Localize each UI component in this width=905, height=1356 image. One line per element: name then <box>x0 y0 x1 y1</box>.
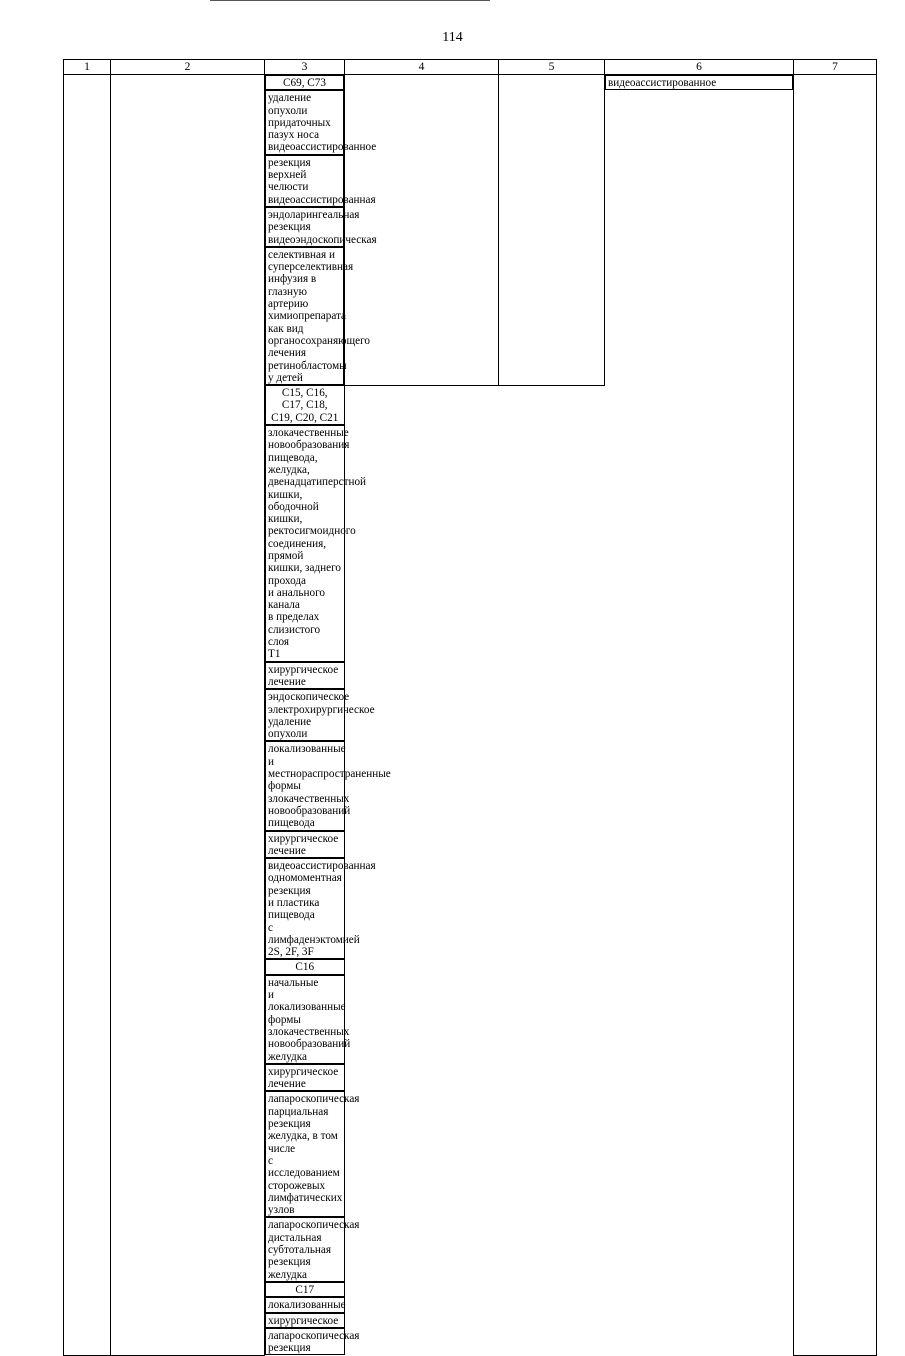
header-cell-6: 6 <box>605 60 794 75</box>
treatment-cell: хирургическое <box>265 1313 345 1328</box>
header-cell-1: 1 <box>64 60 111 75</box>
method-cell: удаление опухоли придаточных пазух носа видеоассистированное <box>265 90 344 154</box>
header-cell-4: 4 <box>345 60 499 75</box>
icd-codes-cell: C16 <box>265 959 345 974</box>
icd-codes-cell: C69, C73 <box>265 75 344 90</box>
table-row <box>64 75 877 91</box>
header-row <box>64 60 877 75</box>
top-rule <box>210 0 490 1</box>
method-cell: видеоассистированная одномоментная резекция и пластика пищевода с лимфаденэктомией 2S, 2F, 3F <box>265 858 345 959</box>
col1-cell <box>64 75 111 1356</box>
procedures-table <box>63 59 877 1356</box>
treatment-cell <box>499 75 605 386</box>
method-cell: видеоассистированное <box>605 75 793 90</box>
treatment-cell: хирургическое лечение <box>265 1064 345 1092</box>
method-cell: лапароскопическая резекция <box>265 1328 345 1356</box>
method-cell: эндоларингеальная резекция видеоэндоскопическая <box>265 207 344 247</box>
model-cell: локализованные и местнораспространенные формы злокачественных новообразований пищевода <box>265 741 345 830</box>
model-cell: злокачественные новообразования пищевода, желудка, двенадцатиперстной кишки, ободочной кишки, ректосигмоидного соединения, прямой кишки, заднего прохода и анального канала в пределах слизистого слоя T1 <box>265 425 345 662</box>
treatment-cell: хирургическое лечение <box>265 831 345 859</box>
col2-cell <box>111 75 265 1356</box>
model-cell: начальные и локализованные формы злокачественных новообразований желудка <box>265 975 345 1064</box>
model-cell: локализованные <box>265 1297 345 1312</box>
icd-codes-cell: C17 <box>265 1282 345 1297</box>
header-cell-7: 7 <box>794 60 877 75</box>
page-number: 114 <box>442 30 463 45</box>
header-cell-5: 5 <box>499 60 605 75</box>
col7-cell <box>794 75 877 1356</box>
method-cell: эндоскопическое электрохирургическое удаление опухоли <box>265 689 345 741</box>
method-cell: селективная и суперселективная инфузия в глазную артерию химиопрепарата как вид органосохраняющего лечения ретинобластомы у детей <box>265 247 344 385</box>
treatment-cell: хирургическое лечение <box>265 662 345 690</box>
icd-codes-cell: C15, C16, C17, C18, C19, C20, C21 <box>265 385 345 425</box>
header-cell-3: 3 <box>265 60 345 75</box>
method-cell: лапароскопическая дистальная субтотальная резекция желудка <box>265 1217 345 1281</box>
method-cell: резекция верхней челюсти видеоассистированная <box>265 155 344 207</box>
header-cell-2: 2 <box>111 60 265 75</box>
method-cell: лапароскопическая парциальная резекция желудка, в том числе с исследованием сторожевых лимфатических узлов <box>265 1091 345 1217</box>
